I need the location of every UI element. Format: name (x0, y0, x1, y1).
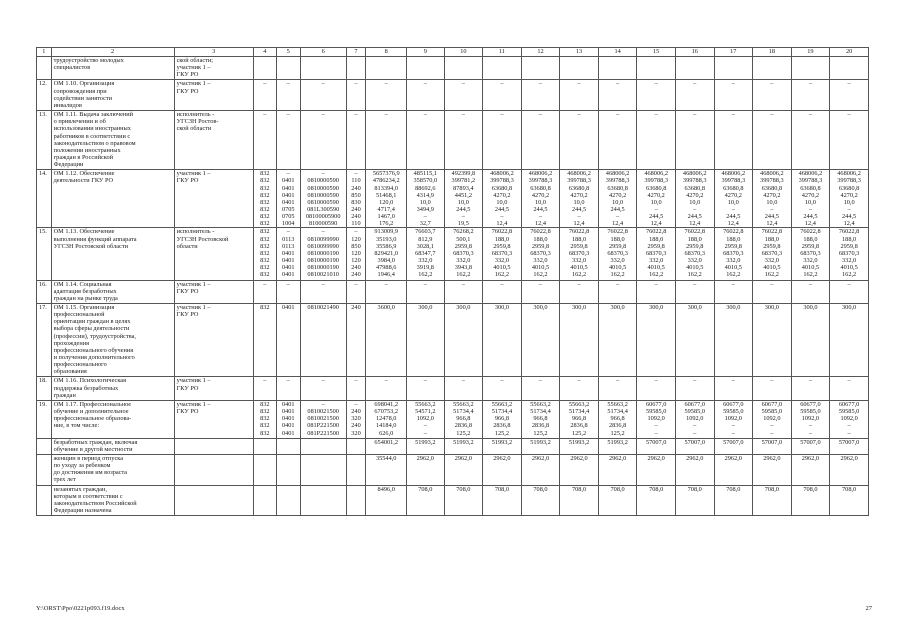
table-row (37, 228, 869, 280)
value-cell: 57007,0 (791, 438, 830, 454)
column-number-cell: 1 (37, 48, 52, 57)
value-cell: – 0810021500 0810021500 081P221500 081P221500 (300, 400, 346, 438)
executor-cell: ской области; участник 1 – ГКУ РО (174, 57, 253, 80)
row-number-cell: 17. (37, 303, 52, 377)
executor-cell: исполнитель - УГСЗН Ростовской области (174, 228, 253, 280)
column-number-cell: 4 (253, 48, 276, 57)
value-cell: – 0810000590 0810000590 0810000590 0810000590 081L300590 08100005900 810000590 (300, 170, 346, 228)
value-cell: 60677,0 59585,0 1092,0 – – (675, 400, 714, 438)
value-cell (253, 57, 276, 80)
column-number-cell: 3 (174, 48, 253, 57)
value-cell: 51993,2 (407, 438, 445, 454)
value-cell: – (753, 280, 792, 303)
value-cell: – 110 240 850 830 240 240 110 (346, 170, 366, 228)
value-cell (407, 57, 445, 80)
value-cell: – (276, 111, 300, 170)
value-cell: 832 832 832 832 832 832 832 832 (253, 170, 276, 228)
value-cell: – (300, 80, 346, 111)
value-cell: 55663,2 51734,4 966,8 2836,8 125,2 (521, 400, 560, 438)
value-cell: 468006,2 399788,3 63680,8 4270,2 10,0 – 244,5 12,4 (714, 170, 753, 228)
value-cell: 468006,2 399788,3 63680,8 4270,2 10,0 244,5 – 12,4 (483, 170, 522, 228)
value-cell: 708,0 (521, 485, 560, 516)
value-cell: – (753, 111, 792, 170)
table-row (37, 438, 869, 454)
value-cell: – (714, 280, 753, 303)
row-number-cell: 16. (37, 280, 52, 303)
table-row (37, 111, 869, 170)
value-cell (276, 454, 300, 485)
value-cell (253, 438, 276, 454)
value-cell (753, 57, 792, 80)
value-cell: 51993,2 (560, 438, 599, 454)
value-cell: – (346, 80, 366, 111)
row-number-cell: 18. (37, 377, 52, 400)
value-cell: 468006,2 399788,3 63680,8 4270,2 10,0 244,5 – 12,4 (560, 170, 599, 228)
value-cell: 708,0 (444, 485, 483, 516)
value-cell: – (637, 111, 676, 170)
value-cell: 2962,0 (830, 454, 869, 485)
column-number-cell: 13 (560, 48, 599, 57)
value-cell: 468006,2 399788,3 63680,8 4270,2 10,0 – 244,5 12,4 (753, 170, 792, 228)
value-cell: 76022,8 188,0 2959,8 68370,3 332,0 4010,5 162,2 (714, 228, 753, 280)
value-cell: – (253, 80, 276, 111)
value-cell: 57007,0 (830, 438, 869, 454)
value-cell (346, 485, 366, 516)
value-cell: – (560, 377, 599, 400)
column-number-cell: 18 (753, 48, 792, 57)
value-cell: – (366, 280, 407, 303)
column-number-cell: 10 (444, 48, 483, 57)
value-cell (521, 57, 560, 80)
value-cell: 51993,2 (444, 438, 483, 454)
value-cell: – (346, 377, 366, 400)
executor-cell: исполнитель - УГСЗН Ростов- ской области (174, 111, 253, 170)
column-number-cell: 7 (346, 48, 366, 57)
column-number-cell: 2 (51, 48, 174, 57)
value-cell: – (483, 280, 522, 303)
value-cell: 300,0 (830, 303, 869, 377)
value-cell: 2962,0 (444, 454, 483, 485)
value-cell (346, 454, 366, 485)
value-cell: – (300, 111, 346, 170)
value-cell: 300,0 (598, 303, 637, 377)
value-cell: – (366, 377, 407, 400)
value-cell: 300,0 (483, 303, 522, 377)
value-cell: – 0113 0113 0401 0401 0401 0401 (276, 228, 300, 280)
value-cell: – (560, 80, 599, 111)
value-cell: 2962,0 (637, 454, 676, 485)
value-cell: – (753, 80, 792, 111)
value-cell: 300,0 (675, 303, 714, 377)
value-cell: 0401 (276, 303, 300, 377)
value-cell: 485115,1 358570,0 88692,6 4314,9 10,0 3494,9 – 32,7 (407, 170, 445, 228)
row-number-cell: 12. (37, 80, 52, 111)
value-cell: 8496,0 (366, 485, 407, 516)
value-cell: 240 (346, 303, 366, 377)
value-cell: – (791, 80, 830, 111)
executor-cell: участник 1 – ГКУ РО (174, 80, 253, 111)
measure-name-cell: ОМ 1.15. Организация профессиональной ориентации граждан в целях выбора сферы деятельности (профессии), трудоустройства, прохождения профессионального обучения и получения дополнительного профессионального образования (51, 303, 174, 377)
value-cell: 913009,9 35193,0 35586,9 829421,0 3984,0 47988,6 1946,4 (366, 228, 407, 280)
column-number-cell: 20 (830, 48, 869, 57)
value-cell: – (521, 280, 560, 303)
value-cell: 55663,2 51734,4 966,8 2836,8 125,2 (560, 400, 599, 438)
value-cell: 76022,8 188,0 2959,8 68370,3 332,0 4010,5 162,2 (830, 228, 869, 280)
value-cell (276, 438, 300, 454)
value-cell: – (791, 280, 830, 303)
value-cell: – (276, 80, 300, 111)
executor-cell: участник 1 – ГКУ РО (174, 303, 253, 377)
value-cell: 300,0 (714, 303, 753, 377)
value-cell: 492399,8 399781,2 87893,4 4451,2 10,0 244,5 – 19,5 (444, 170, 483, 228)
value-cell: – 0810099990 0810099990 0810000190 0810000190 0810000190 0810021010 (300, 228, 346, 280)
value-cell: 708,0 (483, 485, 522, 516)
value-cell: 60677,0 59585,0 1092,0 – – (791, 400, 830, 438)
value-cell: – (753, 377, 792, 400)
value-cell: 2962,0 (521, 454, 560, 485)
value-cell: – (830, 111, 869, 170)
value-cell: – (637, 280, 676, 303)
value-cell: 60677,0 59585,0 1092,0 – – (753, 400, 792, 438)
value-cell: 60677,0 59585,0 1092,0 – – (714, 400, 753, 438)
executor-cell: участник 1 – ГКУ РО (174, 170, 253, 228)
value-cell: 76022,8 188,0 2959,8 68370,3 332,0 4010,5 162,2 (483, 228, 522, 280)
value-cell: – (300, 280, 346, 303)
value-cell: – (791, 111, 830, 170)
value-cell: 5657376,9 4786234,2 813394,0 51468,1 120,0 4717,4 1467,0 176,2 (366, 170, 407, 228)
value-cell: 76268,2 500,1 2959,8 68370,3 332,0 3943,8 162,2 (444, 228, 483, 280)
value-cell: – (253, 280, 276, 303)
value-cell: – (253, 377, 276, 400)
measure-name-cell: женщин в период отпуска по уходу за ребенком до достижения им возраста трех лет (51, 454, 174, 485)
footer-file-path: Y:\ORST\Ppo\0221p093.f19.docx (36, 605, 125, 612)
value-cell: 468006,2 399788,3 63680,8 4270,2 10,0 244,5 – 12,4 (521, 170, 560, 228)
table-row (37, 377, 869, 400)
value-cell: 468006,2 399788,3 63680,8 4270,2 10,0 – 244,5 12,4 (637, 170, 676, 228)
value-cell: – (366, 80, 407, 111)
value-cell: 55663,2 51734,4 966,8 2836,8 125,2 (483, 400, 522, 438)
value-cell: – (444, 280, 483, 303)
value-cell (346, 438, 366, 454)
column-number-cell: 9 (407, 48, 445, 57)
value-cell: 2962,0 (791, 454, 830, 485)
value-cell: 708,0 (830, 485, 869, 516)
row-number-cell: 13. (37, 111, 52, 170)
column-number-cell: 16 (675, 48, 714, 57)
value-cell (276, 485, 300, 516)
value-cell: – (253, 111, 276, 170)
value-cell (300, 485, 346, 516)
value-cell: – (483, 111, 522, 170)
measure-name-cell: ОМ 1.16. Психологическая поддержка безработных граждан (51, 377, 174, 400)
value-cell: – (791, 377, 830, 400)
value-cell: – (637, 377, 676, 400)
value-cell: 76603,7 812,9 3028,1 68347,7 332,0 3919,8 162,2 (407, 228, 445, 280)
column-number-row (37, 48, 869, 57)
value-cell (598, 57, 637, 80)
value-cell: – (560, 111, 599, 170)
value-cell: – (407, 80, 445, 111)
value-cell: – (675, 377, 714, 400)
value-cell: 2962,0 (560, 454, 599, 485)
value-cell: 300,0 (521, 303, 560, 377)
value-cell: 468006,2 399788,3 63680,8 4270,2 10,0 – 244,5 12,4 (791, 170, 830, 228)
table-row (37, 303, 869, 377)
measure-name-cell: ОМ 1.11. Выдача заключений о привлечении и об использовании иностранных работников в соответствии с законодательством о правовом положении иностранных граждан в Российской Федерации (51, 111, 174, 170)
row-number-cell: 14. (37, 170, 52, 228)
value-cell (483, 57, 522, 80)
value-cell (830, 57, 869, 80)
value-cell: – (444, 377, 483, 400)
executor-cell: участник 1 – ГКУ РО (174, 377, 253, 400)
value-cell: 57007,0 (714, 438, 753, 454)
value-cell: – (521, 377, 560, 400)
value-cell: 832 832 832 832 832 832 832 (253, 228, 276, 280)
value-cell: – (675, 280, 714, 303)
measure-name-cell: ОМ 1.12. Обеспечение деятельности ГКУ РО (51, 170, 174, 228)
value-cell: 57007,0 (675, 438, 714, 454)
value-cell: – (407, 377, 445, 400)
value-cell (675, 57, 714, 80)
value-cell: – (714, 111, 753, 170)
column-number-cell: 5 (276, 48, 300, 57)
value-cell: – (830, 280, 869, 303)
value-cell: – (483, 80, 522, 111)
value-cell: 300,0 (637, 303, 676, 377)
table-row (37, 485, 869, 516)
value-cell: – (675, 111, 714, 170)
value-cell: 832 832 832 832 832 (253, 400, 276, 438)
value-cell: – (346, 280, 366, 303)
value-cell (253, 454, 276, 485)
value-cell: 708,0 (675, 485, 714, 516)
value-cell: 57007,0 (753, 438, 792, 454)
column-number-cell: 12 (521, 48, 560, 57)
value-cell: – (300, 377, 346, 400)
value-cell: 55663,2 54571,2 1092,0 – – (407, 400, 445, 438)
value-cell: 300,0 (444, 303, 483, 377)
value-cell: – 240 320 240 320 (346, 400, 366, 438)
row-number-cell (37, 485, 52, 516)
budget-table (36, 47, 869, 516)
value-cell: 76022,8 188,0 2959,8 68370,3 332,0 4010,5 162,2 (753, 228, 792, 280)
column-number-cell: 11 (483, 48, 522, 57)
table-row (37, 400, 869, 438)
value-cell: 55663,2 51734,4 966,8 2836,8 125,2 (444, 400, 483, 438)
value-cell: 300,0 (753, 303, 792, 377)
value-cell (300, 454, 346, 485)
value-cell: – (598, 377, 637, 400)
value-cell: 654001,2 (366, 438, 407, 454)
executor-cell (174, 454, 253, 485)
value-cell: 76022,8 188,0 2959,8 68370,3 332,0 4010,5 162,2 (598, 228, 637, 280)
value-cell: 0401 0401 0401 0401 0401 (276, 400, 300, 438)
value-cell: – (407, 111, 445, 170)
value-cell: 35544,0 (366, 454, 407, 485)
value-cell: – 0401 0401 0401 0401 0705 0705 1004 (276, 170, 300, 228)
value-cell: 2962,0 (483, 454, 522, 485)
value-cell: – (483, 377, 522, 400)
value-cell: – (276, 280, 300, 303)
value-cell: 76022,8 188,0 2959,8 68370,3 332,0 4010,5 162,2 (791, 228, 830, 280)
executor-cell: участник 1 – ГКУ РО (174, 400, 253, 438)
value-cell: 57007,0 (637, 438, 676, 454)
value-cell: – (830, 80, 869, 111)
value-cell: – (346, 111, 366, 170)
value-cell: – (830, 377, 869, 400)
value-cell: – (598, 80, 637, 111)
value-cell: 3600,0 (366, 303, 407, 377)
value-cell: – (444, 111, 483, 170)
value-cell: – (714, 377, 753, 400)
value-cell (300, 438, 346, 454)
value-cell: 708,0 (753, 485, 792, 516)
value-cell (366, 57, 407, 80)
column-number-cell: 14 (598, 48, 637, 57)
measure-name-cell: безработных граждан, включая обучение в другой местности (51, 438, 174, 454)
value-cell (300, 57, 346, 80)
value-cell: 708,0 (407, 485, 445, 516)
value-cell (346, 57, 366, 80)
measure-name-cell: трудоустройство молодых специалистов (51, 57, 174, 80)
value-cell: – (714, 80, 753, 111)
value-cell (637, 57, 676, 80)
value-cell: 832 (253, 303, 276, 377)
value-cell (791, 57, 830, 80)
value-cell: 300,0 (560, 303, 599, 377)
column-number-cell: 6 (300, 48, 346, 57)
value-cell: – (675, 80, 714, 111)
executor-cell (174, 438, 253, 454)
value-cell: – (598, 111, 637, 170)
value-cell: 468006,2 399788,3 63680,8 4270,2 10,0 244,5 – 12,4 (598, 170, 637, 228)
value-cell: 76022,8 188,0 2959,8 68370,3 332,0 4010,5 162,2 (675, 228, 714, 280)
value-cell (560, 57, 599, 80)
row-number-cell (37, 57, 52, 80)
value-cell: 60677,0 59585,0 1092,0 – – (830, 400, 869, 438)
value-cell: – (521, 111, 560, 170)
footer-page-number: 27 (865, 605, 872, 612)
value-cell: 2962,0 (675, 454, 714, 485)
value-cell: 51993,2 (521, 438, 560, 454)
row-number-cell: 19. (37, 400, 52, 438)
measure-name-cell: незанятых граждан, которым в соответствии с законодательством Российской Федерации назначена (51, 485, 174, 516)
value-cell: 2962,0 (714, 454, 753, 485)
value-cell: 708,0 (637, 485, 676, 516)
column-number-cell: 15 (637, 48, 676, 57)
value-cell: – (637, 80, 676, 111)
value-cell: 300,0 (791, 303, 830, 377)
executor-cell: участник 1 – ГКУ РО (174, 280, 253, 303)
value-cell: 2962,0 (598, 454, 637, 485)
column-number-cell: 8 (366, 48, 407, 57)
value-cell: 76022,8 188,0 2959,8 68370,3 332,0 4010,5 162,2 (521, 228, 560, 280)
table-row (37, 80, 869, 111)
value-cell: – 120 850 120 120 240 240 (346, 228, 366, 280)
value-cell: 468006,2 399788,3 63680,8 4270,2 10,0 – 244,5 12,4 (675, 170, 714, 228)
table-row (37, 454, 869, 485)
value-cell: 468006,2 399788,3 63680,8 4270,2 10,0 – 244,5 12,4 (830, 170, 869, 228)
table-row (37, 57, 869, 80)
table-row (37, 170, 869, 228)
value-cell (276, 57, 300, 80)
value-cell: – (521, 80, 560, 111)
measure-name-cell: ОМ 1.14. Социальная адаптация безработных граждан на рынке труда (51, 280, 174, 303)
value-cell (253, 485, 276, 516)
value-cell: – (407, 280, 445, 303)
value-cell: 51993,2 (598, 438, 637, 454)
table-row (37, 280, 869, 303)
row-number-cell (37, 438, 52, 454)
value-cell (714, 57, 753, 80)
value-cell: 2962,0 (407, 454, 445, 485)
value-cell: 76022,8 188,0 2959,8 68370,3 332,0 4010,5 162,2 (560, 228, 599, 280)
value-cell: 76022,8 188,0 2959,8 68370,3 332,0 4010,5 162,2 (637, 228, 676, 280)
row-number-cell (37, 454, 52, 485)
value-cell: – (366, 111, 407, 170)
measure-name-cell: ОМ 1.13. Обеспечение выполнения функций аппарата УГСЗН Ростовской области (51, 228, 174, 280)
value-cell: 708,0 (560, 485, 599, 516)
row-number-cell: 15. (37, 228, 52, 280)
value-cell: – (444, 80, 483, 111)
measure-name-cell: ОМ 1.10. Организация сопровождения при содействии занятости инвалидов (51, 80, 174, 111)
value-cell: 0810021490 (300, 303, 346, 377)
value-cell: 708,0 (598, 485, 637, 516)
value-cell: 708,0 (714, 485, 753, 516)
column-number-cell: 19 (791, 48, 830, 57)
value-cell: 2962,0 (753, 454, 792, 485)
value-cell: – (560, 280, 599, 303)
column-number-cell: 17 (714, 48, 753, 57)
measure-name-cell: ОМ 1.17. Профессиональное обучение и дополнительное профессиональное образова- ние, в том числе: (51, 400, 174, 438)
value-cell: 51993,2 (483, 438, 522, 454)
value-cell (444, 57, 483, 80)
executor-cell (174, 485, 253, 516)
value-cell: 300,0 (407, 303, 445, 377)
value-cell: – (276, 377, 300, 400)
value-cell: 55663,2 51734,4 966,8 2836,8 125,2 (598, 400, 637, 438)
value-cell: 708,0 (791, 485, 830, 516)
value-cell: – (598, 280, 637, 303)
value-cell: 698041,2 670753,2 12478,0 14184,0 626,0 (366, 400, 407, 438)
value-cell: 60677,0 59585,0 1092,0 – – (637, 400, 676, 438)
